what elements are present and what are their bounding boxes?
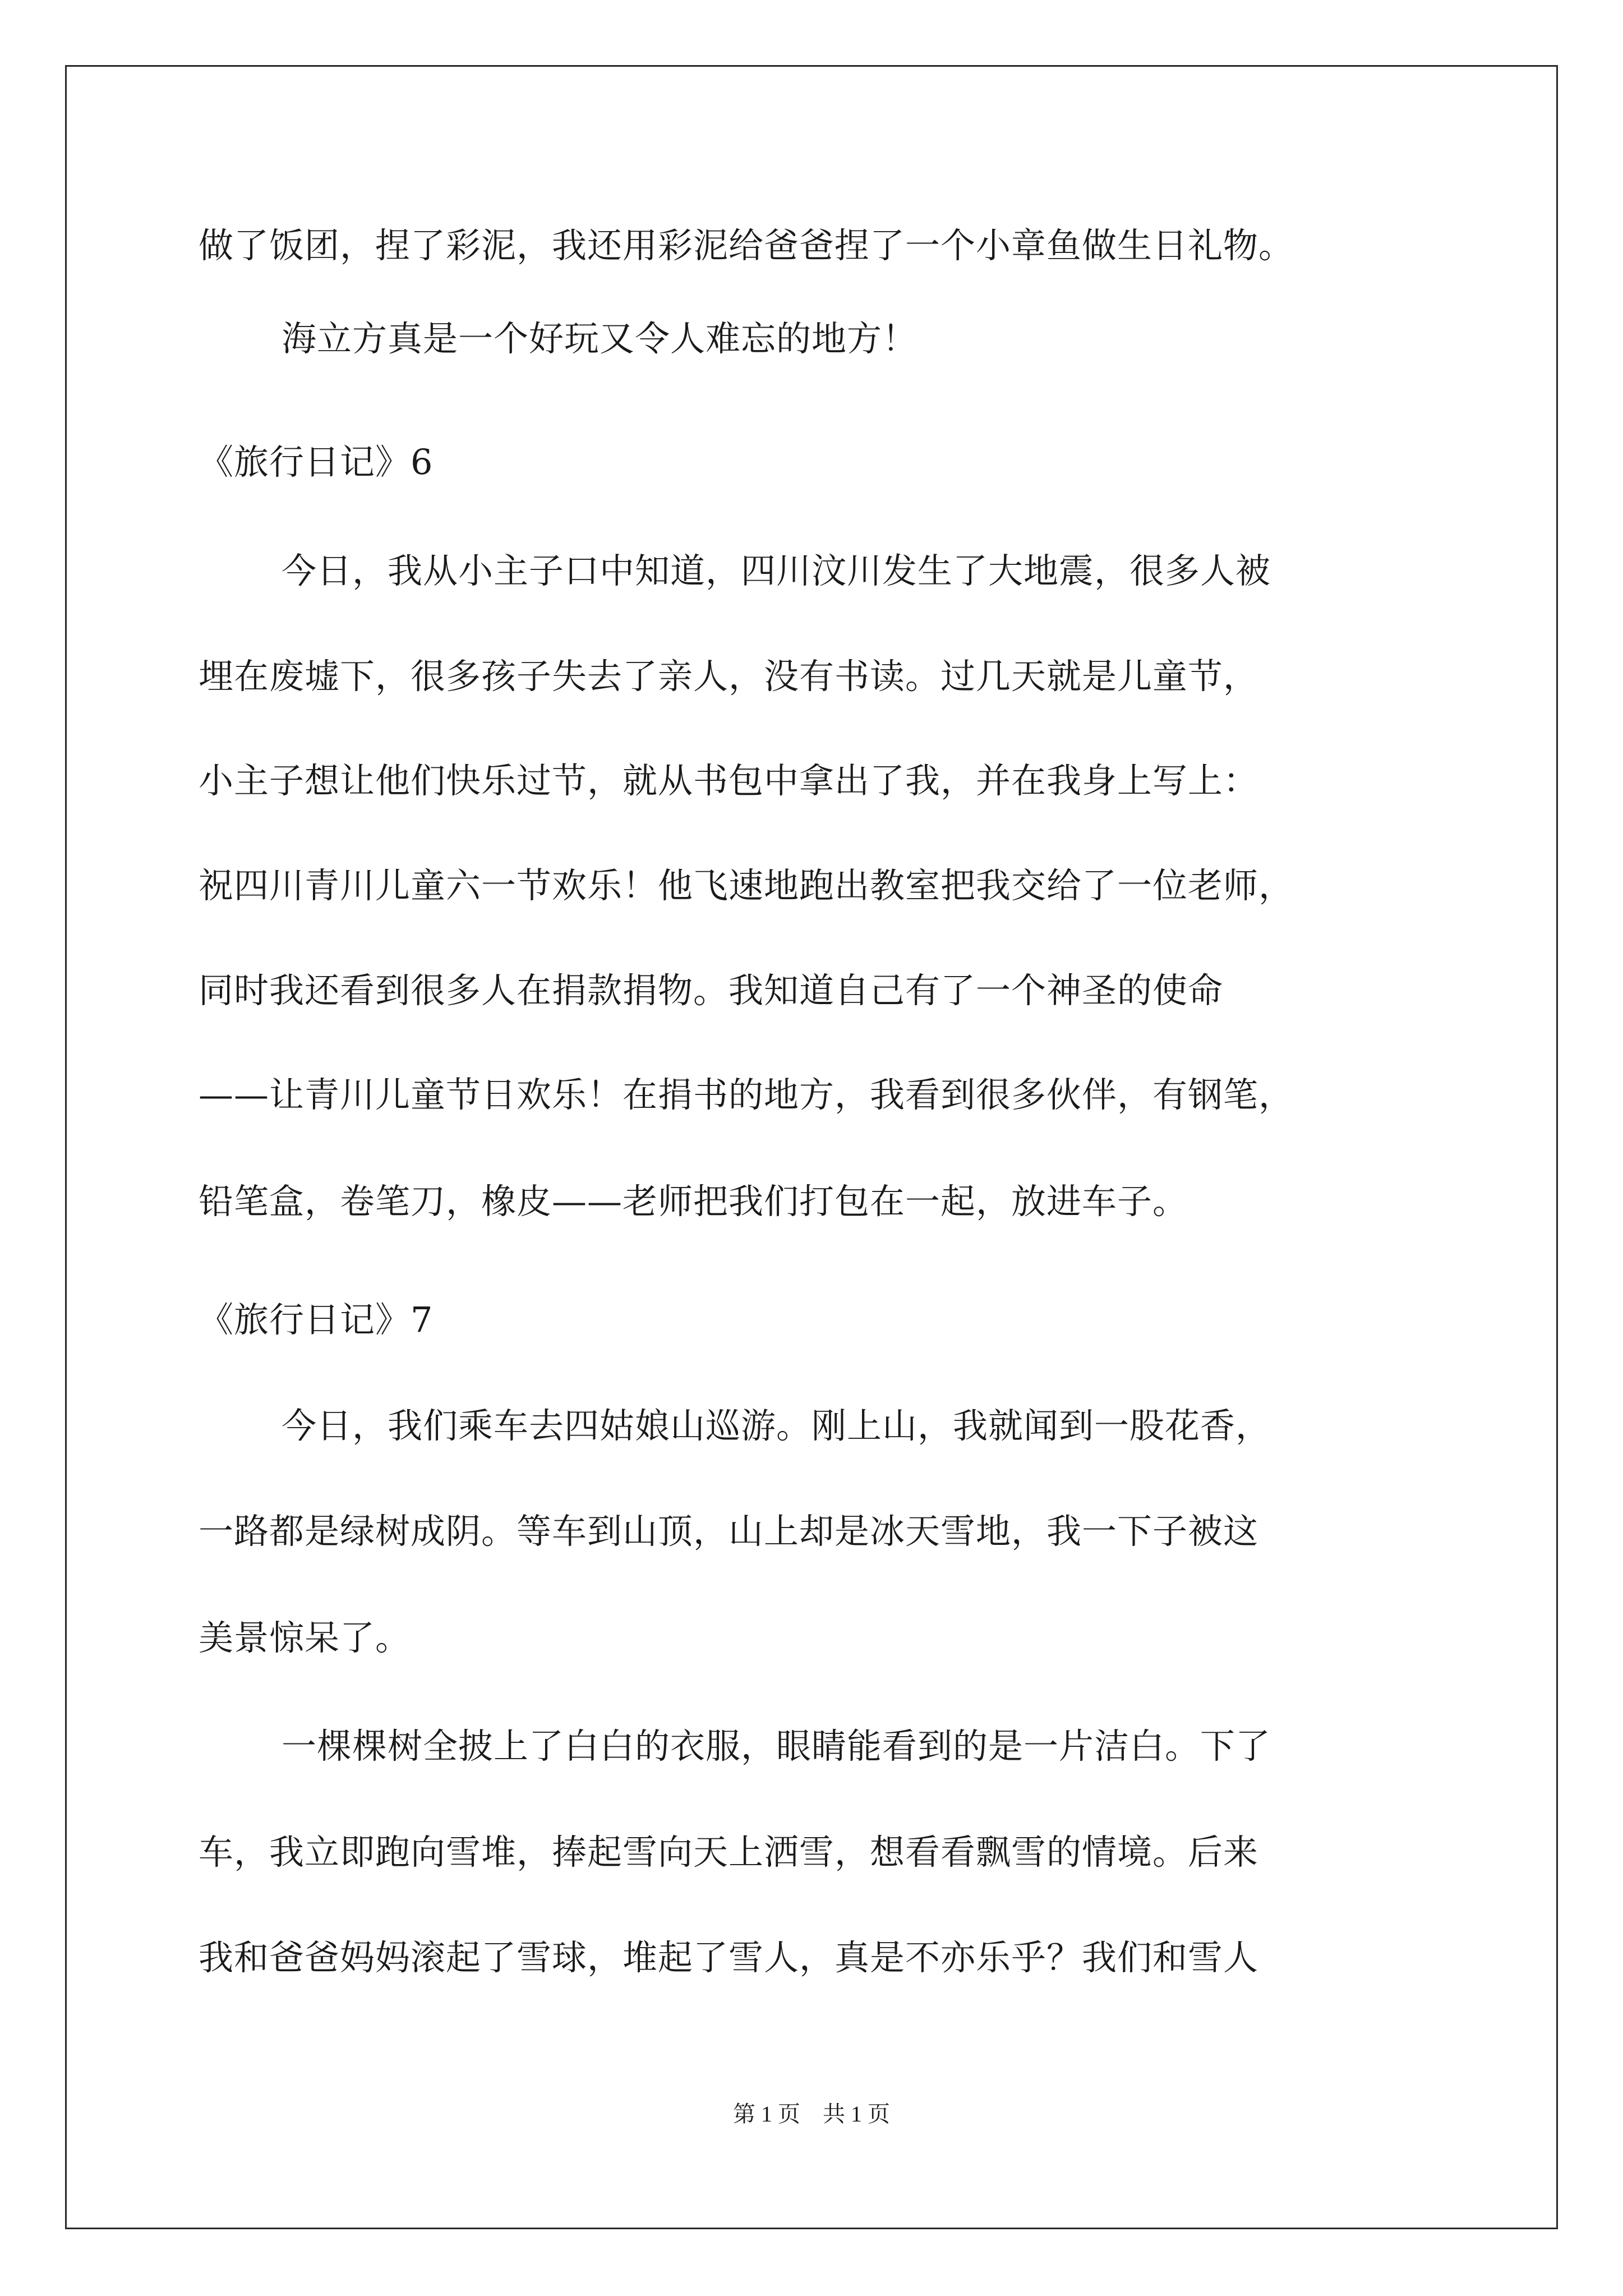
text-line: 铅笔盒，卷笔刀，橡皮——老师把我们打包在一起，放进车子。 [199,1181,1188,1222]
page-border [65,65,1558,2229]
text-line: 美景惊呆了。 [199,1617,411,1658]
text-line: 一路都是绿树成阴。等车到山顶，山上却是冰天雪地，我一下子被这 [199,1511,1259,1552]
text-line: 祝四川青川儿童六一节欢乐！他飞速地跑出教室把我交给了一位老师， [199,865,1294,906]
text-line: ——让青川儿童节日欢乐！在捐书的地方，我看到很多伙伴，有钢笔， [199,1074,1294,1115]
text-line: 我和爸爸妈妈滚起了雪球，堆起了雪人，真是不亦乐乎？我们和雪人 [199,1937,1259,1978]
text-line: 小主子想让他们快乐过节，就从书包中拿出了我，并在我身上写上： [199,760,1259,801]
text-line: 埋在废墟下，很多孩子失去了亲人，没有书读。过几天就是儿童节， [199,656,1259,697]
text-line: 一棵棵树全披上了白白的衣服，眼睛能看到的是一片洁白。下了 [282,1726,1271,1766]
text-line: 做了饭团，捏了彩泥，我还用彩泥给爸爸捏了一个小章鱼做生日礼物。 [199,225,1294,266]
section-heading: 《旅行日记》7 [199,1299,434,1340]
text-line: 海立方真是一个好玩又令人难忘的地方！ [282,318,918,359]
page-number: 第 1 页 共 1 页 [733,2101,890,2127]
section-heading: 《旅行日记》6 [199,441,434,482]
text-line: 今日，我们乘车去四姑娘山巡游。刚上山，我就闻到一股花香， [282,1405,1271,1446]
text-line: 同时我还看到很多人在捐款捐物。我知道自己有了一个神圣的使命 [199,970,1224,1011]
text-line: 车，我立即跑向雪堆，捧起雪向天上洒雪，想看看飘雪的情境。后来 [199,1832,1259,1872]
text-line: 今日，我从小主子口中知道，四川汶川发生了大地震，很多人被 [282,550,1271,591]
